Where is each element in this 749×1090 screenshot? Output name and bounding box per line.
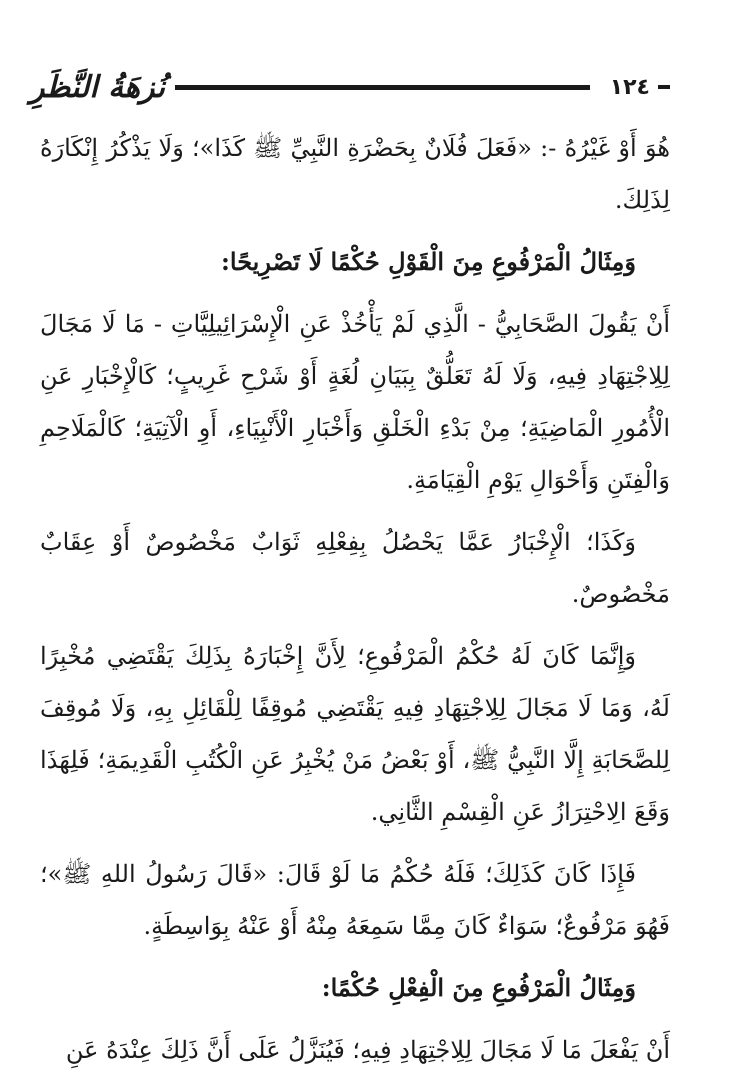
section-heading: وَمِثَالُ الْمَرْفُوعِ مِنَ الْقَوْلِ حُكْمًا لَا تَصْرِيحًا: [221, 247, 636, 276]
section-heading: وَمِثَالُ الْمَرْفُوعِ مِنَ الْفِعْلِ حُكْمًا: [321, 973, 636, 1002]
header-dash [658, 85, 670, 89]
paragraph: أَنْ يَقُولَ الصَّحَابِيُّ - الَّذِي لَمْ يَأْخُذْ عَنِ الْإِسْرَائِيلِيَّاتِ - مَا لَا مَجَالَ لِلِاجْتِهَادِ فِيهِ، وَلَا لَهُ تَعَلُّقٌ بِبَيَانِ لُغَةٍ أَوْ شَرْحِ غَرِيبٍ؛ كَالْإِخْبَارِ عَنِ الْأُمُورِ الْمَاضِيَةِ؛ مِنْ بَدْءِ الْخَلْقِ وَأَخْبَارِ الْأَنْبِيَاءِ، أَوِ الْآتِيَةِ؛ كَالْمَلَاحِمِ وَالْفِتَنِ وَأَحْوَالِ يَوْمِ الْقِيَامَةِ. [40, 310, 670, 494]
paragraph: أَنْ يَفْعَلَ مَا لَا مَجَالَ لِلِاجْتِهَادِ فِيهِ؛ فَيُنَزَّلُ عَلَى أَنَّ ذَلِكَ عِنْدَهُ عَنِ [65, 1036, 670, 1064]
paragraph: وَكَذَا؛ الْإِخْبَارُ عَمَّا يَحْصُلُ بِفِعْلِهِ ثَوَابٌ مَخْصُوصٌ أَوْ عِقَابٌ مَخْصُوصٌ. [40, 528, 670, 608]
paragraph: وَإِنَّمَا كَانَ لَهُ حُكْمُ الْمَرْفُوعِ؛ لِأَنَّ إِخْبَارَهُ بِذَلِكَ يَقْتَضِي مُخْبِرًا لَهُ، وَمَا لَا مَجَالَ لِلِاجْتِهَادِ فِيهِ يَقْتَضِي مُوقِفًا لِلْقَائِلِ بِهِ، وَلَا مُوقِفَ لِلصَّحَابَةِ إِلَّا النَّبِيُّ ﷺ، أَوْ بَعْضُ مَنْ يُخْبِرُ عَنِ الْكُتُبِ الْقَدِيمَةِ؛ فَلِهَذَا وَقَعَ الِاحْتِرَازُ عَنِ الْقِسْمِ الثَّانِي. [40, 642, 670, 826]
paragraph-continuation: هُوَ أَوْ غَيْرُهُ -: «فَعَلَ فُلَانٌ بِحَضْرَةِ النَّبِيِّ ﷺ كَذَا»؛ وَلَا يَذْكُرُ إِنْكَارَهُ لِذَلِكَ. [40, 134, 670, 214]
header-rule [175, 85, 590, 90]
page-header [30, 62, 670, 112]
book-title: نُزهَةُ النَّظَرِ [30, 69, 165, 105]
paragraph: فَإِذَا كَانَ كَذَلِكَ؛ فَلَهُ حُكْمُ مَا لَوْ قَالَ: «قَالَ رَسُولُ اللهِ ﷺ»؛ فَهُوَ مَرْفُوعٌ؛ سَوَاءٌ كَانَ مِمَّا سَمِعَهُ مِنْهُ أَوْ عَنْهُ بِوَاسِطَةٍ. [40, 860, 670, 940]
page-body [40, 122, 670, 1086]
page-number: ١٢٤ [609, 74, 650, 100]
